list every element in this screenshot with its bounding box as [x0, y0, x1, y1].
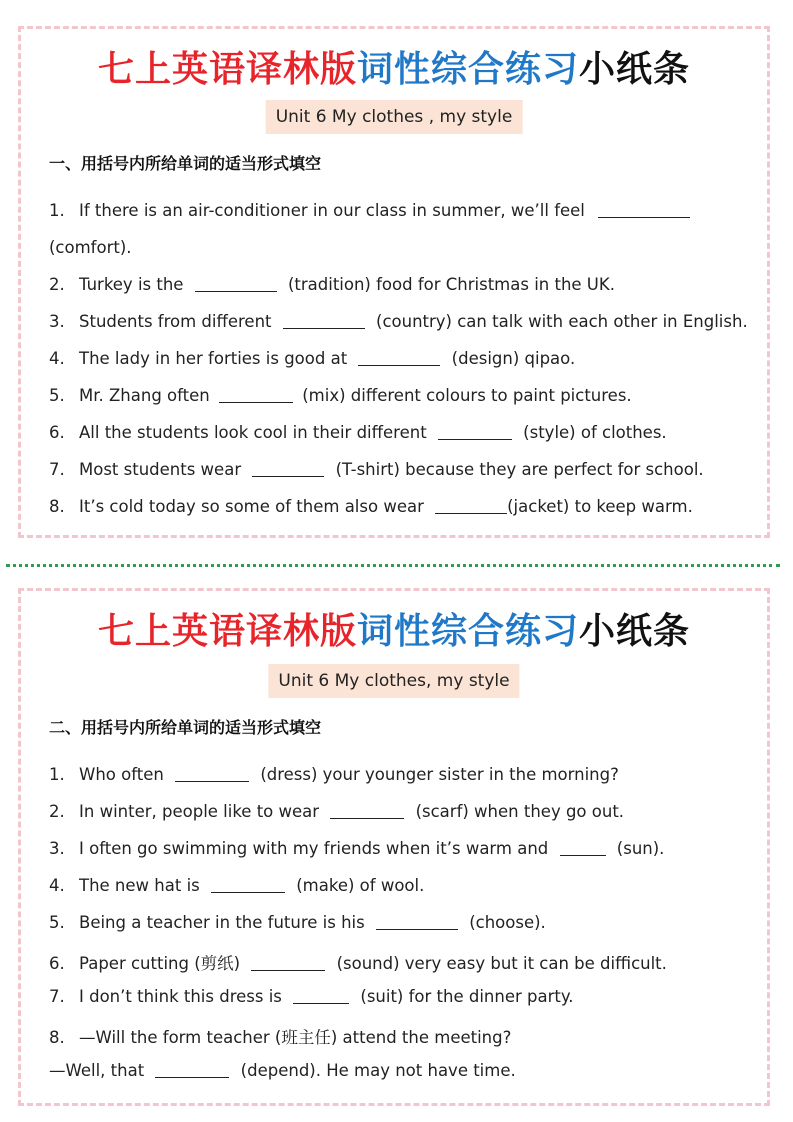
question-2: [49, 802, 624, 821]
question-number: 3.: [49, 839, 65, 858]
question-number: 1.: [49, 765, 65, 784]
question-text: (sound) very easy but it can be difficult.: [336, 954, 667, 973]
title-red: 七上英语译林版: [97, 48, 357, 90]
worksheet-card-bottom: [18, 588, 770, 1106]
question-text: Paper cutting (剪纸): [79, 954, 241, 973]
question-text: Who often: [79, 765, 164, 784]
title-blue: 词性综合练习: [356, 48, 579, 90]
question-text: (scarf) when they go out.: [415, 802, 625, 821]
question-2: [49, 275, 615, 294]
question-number: 5.: [49, 386, 65, 405]
question-number: 3.: [49, 312, 65, 331]
question-number: 4.: [49, 349, 65, 368]
question-text: (T-shirt) because they are perfect for school.: [335, 460, 704, 479]
question-number: 6.: [49, 423, 65, 442]
question-text: (depend). He may not have time.: [240, 1061, 516, 1080]
question-number: 8.: [49, 1028, 65, 1047]
answer-blank[interactable]: [293, 987, 349, 1004]
question-number: 5.: [49, 913, 65, 932]
answer-blank[interactable]: [252, 460, 324, 477]
question-text: If there is an air-conditioner in our class in summer, we’ll feel: [79, 201, 585, 220]
question-text: (country) can talk with each other in English.: [376, 312, 748, 331]
question-number: 2.: [49, 802, 65, 821]
answer-blank[interactable]: [598, 201, 690, 218]
question-4: [49, 349, 575, 368]
question-number: 8.: [49, 497, 65, 516]
unit-label: Unit 6 My clothes , my style: [266, 100, 523, 134]
question-text: All the students look cool in their different: [79, 423, 427, 442]
question-text: Mr. Zhang often: [79, 386, 210, 405]
question-1-continued: [49, 238, 132, 257]
answer-blank[interactable]: [155, 1061, 229, 1078]
question-text: (design) qipao.: [451, 349, 576, 368]
question-4: [49, 876, 424, 895]
question-number: 7.: [49, 460, 65, 479]
question-text: (style) of clothes.: [523, 423, 667, 442]
question-number: 6.: [49, 954, 65, 973]
question-text: Turkey is the: [79, 275, 184, 294]
answer-blank[interactable]: [283, 312, 365, 329]
question-1: [49, 765, 619, 784]
question-7: [49, 460, 704, 479]
answer-blank[interactable]: [438, 423, 512, 440]
question-6: [49, 950, 667, 974]
question-8-reply: [49, 1061, 516, 1080]
title-black: 小纸条: [579, 610, 691, 652]
title-red: 七上英语译林版: [97, 610, 357, 652]
question-text: The new hat is: [79, 876, 200, 895]
title-blue: 词性综合练习: [356, 610, 579, 652]
answer-blank[interactable]: [358, 349, 440, 366]
section-heading: 一、用括号内所给单词的适当形式填空: [49, 154, 322, 173]
question-text: (mix) different colours to paint pictures.: [302, 386, 632, 405]
answer-blank[interactable]: [251, 954, 325, 971]
question-text: Most students wear: [79, 460, 242, 479]
question-6: [49, 423, 667, 442]
question-1: [49, 201, 690, 220]
question-text: (comfort).: [49, 238, 132, 257]
question-text: Being a teacher in the future is his: [79, 913, 365, 932]
worksheet-title: [21, 41, 767, 92]
question-5: [49, 386, 632, 405]
question-number: 4.: [49, 876, 65, 895]
question-number: 1.: [49, 201, 65, 220]
question-number: 2.: [49, 275, 65, 294]
answer-blank[interactable]: [195, 275, 277, 292]
question-text: (make) of wool.: [296, 876, 425, 895]
unit-label: Unit 6 My clothes, my style: [268, 664, 519, 698]
question-7: [49, 987, 574, 1006]
question-5: [49, 913, 546, 932]
answer-blank[interactable]: [435, 497, 507, 514]
answer-blank[interactable]: [560, 839, 606, 856]
question-text: —Will the form teacher (班主任) attend the meeting?: [79, 1028, 512, 1047]
question-text: (suit) for the dinner party.: [360, 987, 574, 1006]
question-text: It’s cold today so some of them also wear: [79, 497, 424, 516]
question-text: The lady in her forties is good at: [79, 349, 348, 368]
worksheet-card-top: [18, 26, 770, 538]
question-text: (choose).: [469, 913, 546, 932]
question-text: In winter, people like to wear: [79, 802, 320, 821]
question-3: [49, 312, 748, 331]
question-text: (dress) your younger sister in the morning?: [260, 765, 619, 784]
answer-blank[interactable]: [330, 802, 404, 819]
answer-blank[interactable]: [219, 386, 293, 403]
question-text: I often go swimming with my friends when it’s warm and: [79, 839, 549, 858]
answer-blank[interactable]: [376, 913, 458, 930]
question-number: 7.: [49, 987, 65, 1006]
question-text: —Well, that: [49, 1061, 145, 1080]
title-black: 小纸条: [579, 48, 691, 90]
question-text: Students from different: [79, 312, 272, 331]
question-text: (jacket) to keep warm.: [507, 497, 693, 516]
worksheet-title: [21, 603, 767, 654]
cut-line-divider: [6, 564, 780, 567]
question-8: [49, 497, 693, 516]
question-3: [49, 839, 664, 858]
question-text: I don’t think this dress is: [79, 987, 282, 1006]
answer-blank[interactable]: [175, 765, 249, 782]
question-text: (tradition) food for Christmas in the UK.: [287, 275, 615, 294]
section-heading: 二、用括号内所给单词的适当形式填空: [49, 718, 322, 737]
answer-blank[interactable]: [211, 876, 285, 893]
question-8: [49, 1024, 511, 1048]
question-text: (sun).: [616, 839, 665, 858]
